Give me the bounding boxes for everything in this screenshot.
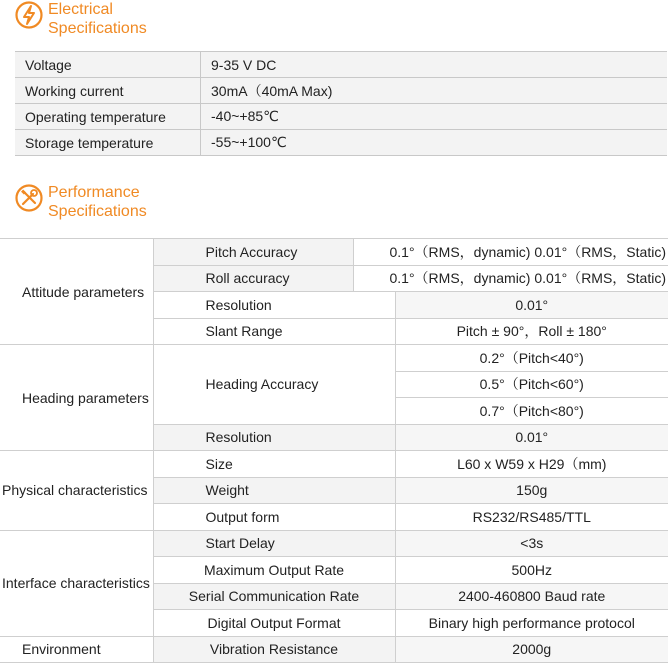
electrical-title-line2: Specifications xyxy=(48,20,147,37)
param-vibration: Vibration Resistance xyxy=(153,636,395,663)
param-att-resolution: Resolution xyxy=(153,292,395,319)
param-max-output-rate: Maximum Output Rate xyxy=(153,557,395,584)
table-row xyxy=(0,451,668,478)
param-head-resolution: Resolution xyxy=(153,424,395,451)
param-weight: Weight xyxy=(153,477,395,504)
performance-title-line2: Specifications xyxy=(48,203,147,220)
electrical-spec-table xyxy=(15,51,667,156)
table-row xyxy=(0,239,668,266)
spec-key: Voltage xyxy=(15,52,201,78)
table-row xyxy=(0,345,668,372)
spec-key: Working current xyxy=(15,78,201,104)
group-interface: Interface characteristics xyxy=(0,530,153,636)
performance-section-header xyxy=(14,183,147,221)
param-heading-accuracy: Heading Accuracy xyxy=(153,345,395,425)
spec-value: 30mA（40mA Max) xyxy=(201,78,668,104)
value-roll-accuracy: 0.1°（RMS，dynamic) 0.01°（RMS，Static) xyxy=(353,265,668,292)
spec-key: Storage temperature xyxy=(15,130,201,156)
spec-value: -40~+85℃ xyxy=(201,104,668,130)
electrical-section-header xyxy=(14,0,147,38)
performance-title-line1: Performance xyxy=(48,184,140,201)
value-vibration: 2000g xyxy=(395,636,668,663)
value-head-resolution: 0.01° xyxy=(395,424,668,451)
param-output-form: Output form xyxy=(153,504,395,531)
value-weight: 150g xyxy=(395,477,668,504)
param-slant-range: Slant Range xyxy=(153,318,395,345)
group-physical: Physical characteristics xyxy=(0,451,153,531)
param-size: Size xyxy=(153,451,395,478)
spec-key: Operating temperature xyxy=(15,104,201,130)
performance-title xyxy=(48,183,147,221)
tools-icon xyxy=(14,183,44,213)
value-pitch-accuracy: 0.1°（RMS，dynamic) 0.01°（RMS，Static) xyxy=(353,239,668,266)
table-row xyxy=(15,52,667,78)
param-start-delay: Start Delay xyxy=(153,530,395,557)
spec-value: 9-35 V DC xyxy=(201,52,668,78)
param-serial-rate: Serial Communication Rate xyxy=(153,583,395,610)
table-row xyxy=(0,636,668,663)
value-size: L60 x W59 x H29（mm) xyxy=(395,451,668,478)
electrical-title xyxy=(48,0,147,38)
value-heading-accuracy-2: 0.5°（Pitch<60°) xyxy=(395,371,668,398)
spec-value: -55~+100℃ xyxy=(201,130,668,156)
table-row xyxy=(0,530,668,557)
group-heading: Heading parameters xyxy=(0,345,153,451)
value-heading-accuracy-1: 0.2°（Pitch<40°) xyxy=(395,345,668,372)
value-heading-accuracy-3: 0.7°（Pitch<80°) xyxy=(395,398,668,425)
param-digital-format: Digital Output Format xyxy=(153,610,395,637)
group-attitude: Attitude parameters xyxy=(0,239,153,345)
value-slant-range: Pitch ± 90°，Roll ± 180° xyxy=(395,318,668,345)
group-environment: Environment xyxy=(0,636,153,663)
value-output-form: RS232/RS485/TTL xyxy=(395,504,668,531)
value-serial-rate: 2400-460800 Baud rate xyxy=(395,583,668,610)
value-att-resolution: 0.01° xyxy=(395,292,668,319)
value-max-output-rate: 500Hz xyxy=(395,557,668,584)
table-row xyxy=(15,78,667,104)
table-row xyxy=(15,104,667,130)
value-digital-format: Binary high performance protocol xyxy=(395,610,668,637)
electrical-title-line1: Electrical xyxy=(48,1,113,18)
lightning-icon xyxy=(14,0,44,30)
param-pitch-accuracy: Pitch Accuracy xyxy=(153,239,353,266)
table-row xyxy=(15,130,667,156)
param-roll-accuracy: Roll accuracy xyxy=(153,265,353,292)
performance-spec-table xyxy=(0,238,668,663)
value-start-delay: <3s xyxy=(395,530,668,557)
